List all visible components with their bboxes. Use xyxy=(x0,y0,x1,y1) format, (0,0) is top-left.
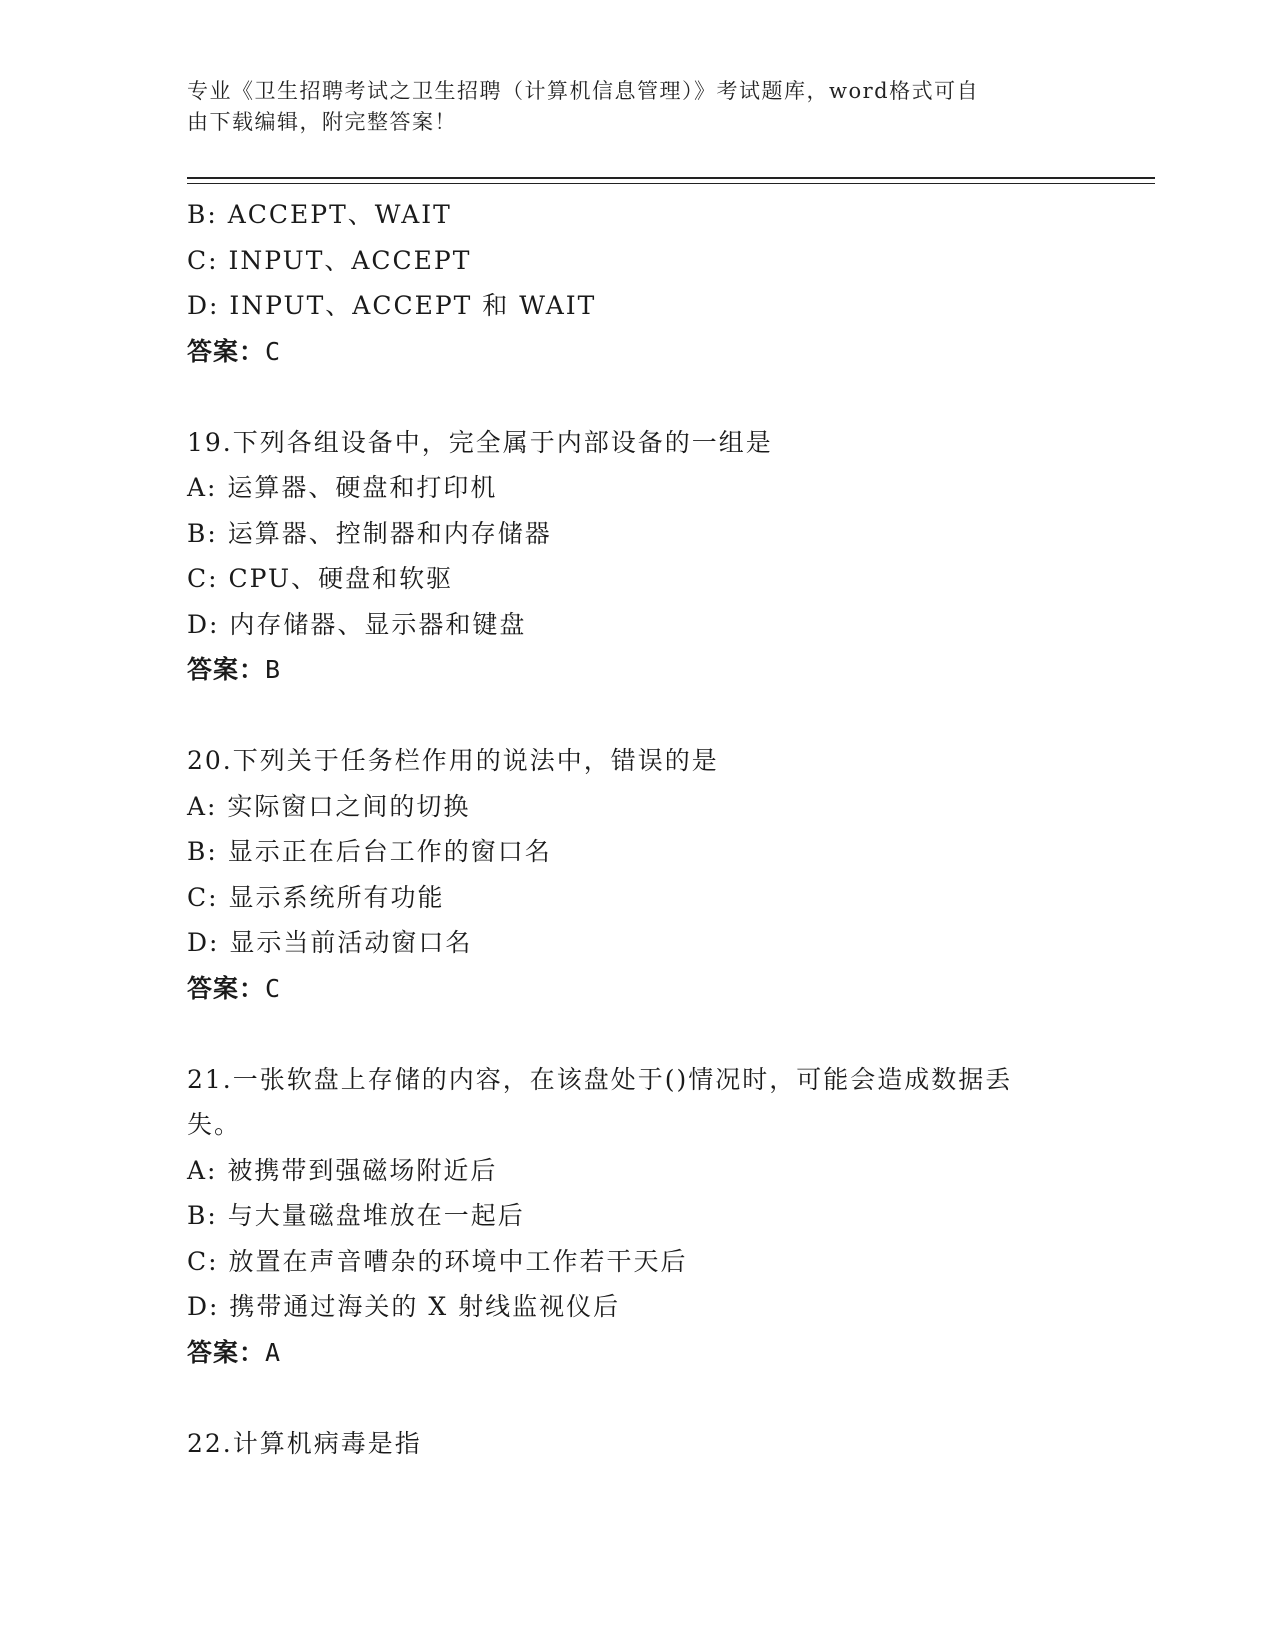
question-stem-line-1: 21.一张软盘上存储的内容，在该盘处于()情况时，可能会造成数据丢 xyxy=(187,1064,1013,1094)
option-c: C: 放置在声音嘈杂的环境中工作若干天后 xyxy=(187,1246,688,1276)
header-divider-thick xyxy=(187,177,1155,179)
option-b: B: 显示正在后台工作的窗口名 xyxy=(187,837,552,866)
answer-line xyxy=(187,647,1087,693)
question-stem: 19.下列各组设备中，完全属于内部设备的一组是 xyxy=(187,427,773,457)
spacer xyxy=(187,374,1087,420)
header-line-2: 由下载编辑，附完整答案！ xyxy=(187,110,457,134)
answer-line xyxy=(187,1330,1087,1376)
option-a: A: 实际窗口之间的切换 xyxy=(187,791,471,821)
header-divider-thin xyxy=(187,183,1155,184)
option-b: B: ACCEPT、WAIT xyxy=(187,200,452,229)
answer-value: B xyxy=(265,655,282,684)
option-d: D: INPUT、ACCEPT 和 WAIT xyxy=(187,291,597,320)
question-19 xyxy=(187,420,1087,693)
option-b: B: 与大量磁盘堆放在一起后 xyxy=(187,1201,525,1230)
question-stem: 22.计算机病毒是指 xyxy=(187,1428,422,1458)
answer-value: C xyxy=(265,973,282,1003)
option-a: A: 被携带到强磁场附近后 xyxy=(187,1155,498,1185)
question-18-continued xyxy=(187,192,1087,374)
document-header xyxy=(187,76,1067,138)
header-line-1: 专业《卫生招聘考试之卫生招聘（计算机信息管理）》考试题库，word格式可自 xyxy=(187,79,980,103)
answer-label: 答案： xyxy=(187,1337,266,1367)
option-a: A: 运算器、硬盘和打印机 xyxy=(187,473,498,502)
answer-label: 答案： xyxy=(187,336,266,366)
spacer xyxy=(187,1011,1087,1057)
question-20 xyxy=(187,738,1087,1011)
option-c: C: INPUT、ACCEPT xyxy=(187,245,472,275)
answer-line xyxy=(187,329,1087,375)
option-c: C: 显示系统所有功能 xyxy=(187,882,445,912)
question-list xyxy=(187,192,1087,1466)
option-b: B: 运算器、控制器和内存储器 xyxy=(187,518,552,548)
question-stem-line-2: 失。 xyxy=(187,1110,242,1139)
option-d: D: 携带通过海关的 X 射线监视仪后 xyxy=(187,1292,621,1321)
option-d: D: 内存储器、显示器和键盘 xyxy=(187,609,527,639)
answer-line xyxy=(187,966,1087,1012)
question-22 xyxy=(187,1421,1087,1467)
answer-value: A xyxy=(265,1337,282,1367)
question-stem: 20.下列关于任务栏作用的说法中，错误的是 xyxy=(187,746,719,775)
spacer xyxy=(187,1375,1087,1421)
question-21 xyxy=(187,1057,1087,1376)
option-d: D: 显示当前活动窗口名 xyxy=(187,928,473,957)
spacer xyxy=(187,693,1087,739)
answer-value: C xyxy=(265,336,282,366)
option-c: C: CPU、硬盘和软驱 xyxy=(187,564,454,593)
answer-label: 答案： xyxy=(187,973,266,1003)
answer-label: 答案： xyxy=(187,655,266,684)
